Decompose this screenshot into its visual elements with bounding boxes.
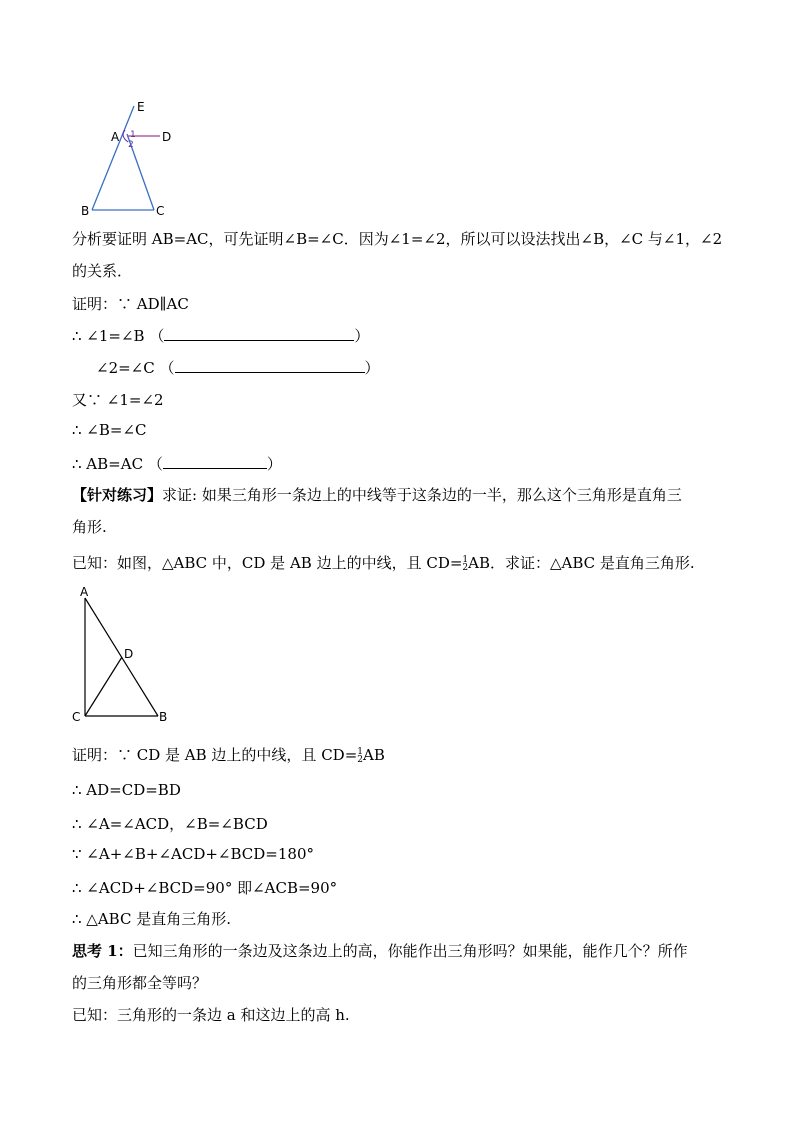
label-b: B <box>81 204 90 218</box>
reason-blank-2[interactable] <box>175 358 365 373</box>
frac-num: 1 <box>462 555 469 565</box>
label-a: A <box>111 130 120 144</box>
proof1-step-4: 又∵ ∠1=∠2 <box>72 391 164 409</box>
label-angle-2: 2 <box>128 140 134 150</box>
think-line-2: 的三角形都全等吗？ <box>72 974 208 992</box>
proof2-step-2: ∴ AD=CD=BD <box>72 781 181 799</box>
proof2-step-6: ∴ △ABC 是直角三角形. <box>72 910 231 928</box>
figure-right-triangle-abc <box>70 582 180 724</box>
proof1-step-6 <box>72 453 282 474</box>
proof2-step-1 <box>72 744 385 765</box>
close-paren: ） <box>354 327 370 345</box>
segment-cd <box>85 657 122 716</box>
proof1-step-2-text: ∴ ∠1=∠B （ <box>72 327 165 345</box>
close-paren: ） <box>364 359 380 377</box>
label-c: C <box>156 204 165 218</box>
practice-given <box>72 552 695 573</box>
given-suffix: AB．求证：△ABC 是直角三角形. <box>468 554 695 572</box>
think-tag: 思考 1： <box>72 942 133 960</box>
proof1-step-3 <box>96 357 380 378</box>
proof2-suffix: AB <box>363 746 385 764</box>
practice-line-2: 角形. <box>72 518 107 536</box>
proof2-step-3: ∴ ∠A=∠ACD，∠B=∠BCD <box>72 815 268 833</box>
proof2-step-5: ∴ ∠ACD+∠BCD=90° 即∠ACB=90° <box>72 879 338 897</box>
given-prefix: 已知：如图，△ABC 中，CD 是 AB 边上的中线，且 CD= <box>72 554 463 572</box>
frac-den: 2 <box>357 755 364 765</box>
practice-line-1 <box>72 484 682 505</box>
proof1-step-3-text: ∠2=∠C （ <box>96 359 175 377</box>
frac-den: 2 <box>462 563 469 573</box>
proof1-step-1: 证明：∵ AD∥AC <box>72 295 189 313</box>
practice-text: 求证: 如果三角形一条边上的中线等于这条边的一半，那么这个三角形是直角三 <box>162 486 682 504</box>
figure-triangle-abc-with-parallel <box>70 96 190 221</box>
reason-blank-3[interactable] <box>163 454 267 469</box>
frac-num: 1 <box>357 747 364 757</box>
label-c: C <box>72 710 81 724</box>
label-d: D <box>124 647 134 661</box>
think-given: 已知：三角形的一条边 a 和这边上的高 h. <box>72 1006 350 1024</box>
think-line-1 <box>72 940 688 961</box>
label-d: D <box>162 130 172 144</box>
label-b: B <box>159 710 168 724</box>
segment-be <box>92 106 134 210</box>
analysis-line-2: 的关系． <box>72 262 133 280</box>
analysis-line-1: 分析要证明 AB=AC，可先证明∠B=∠C．因为∠1=∠2，所以可以设法找出∠B，∠C 与∠1，∠2 <box>72 230 723 248</box>
think-text: 已知三角形的一条边及这条边上的高，你能作出三角形吗？如果能，能作几个？所作 <box>132 942 688 960</box>
proof1-step-2 <box>72 325 369 346</box>
reason-blank-1[interactable] <box>164 326 354 341</box>
proof1-step-6-text: ∴ AB=AC （ <box>72 455 163 473</box>
label-e: E <box>137 100 145 114</box>
proof2-step-4: ∵ ∠A+∠B+∠ACD+∠BCD=180° <box>72 845 314 863</box>
practice-tag: 【针对练习】 <box>72 486 163 504</box>
close-paren: ） <box>266 455 282 473</box>
proof1-step-5: ∴ ∠B=∠C <box>72 421 147 439</box>
label-angle-1: 1 <box>130 130 136 140</box>
label-a: A <box>80 585 89 599</box>
proof2-prefix: 证明：∵ CD 是 AB 边上的中线，且 CD= <box>72 746 358 764</box>
